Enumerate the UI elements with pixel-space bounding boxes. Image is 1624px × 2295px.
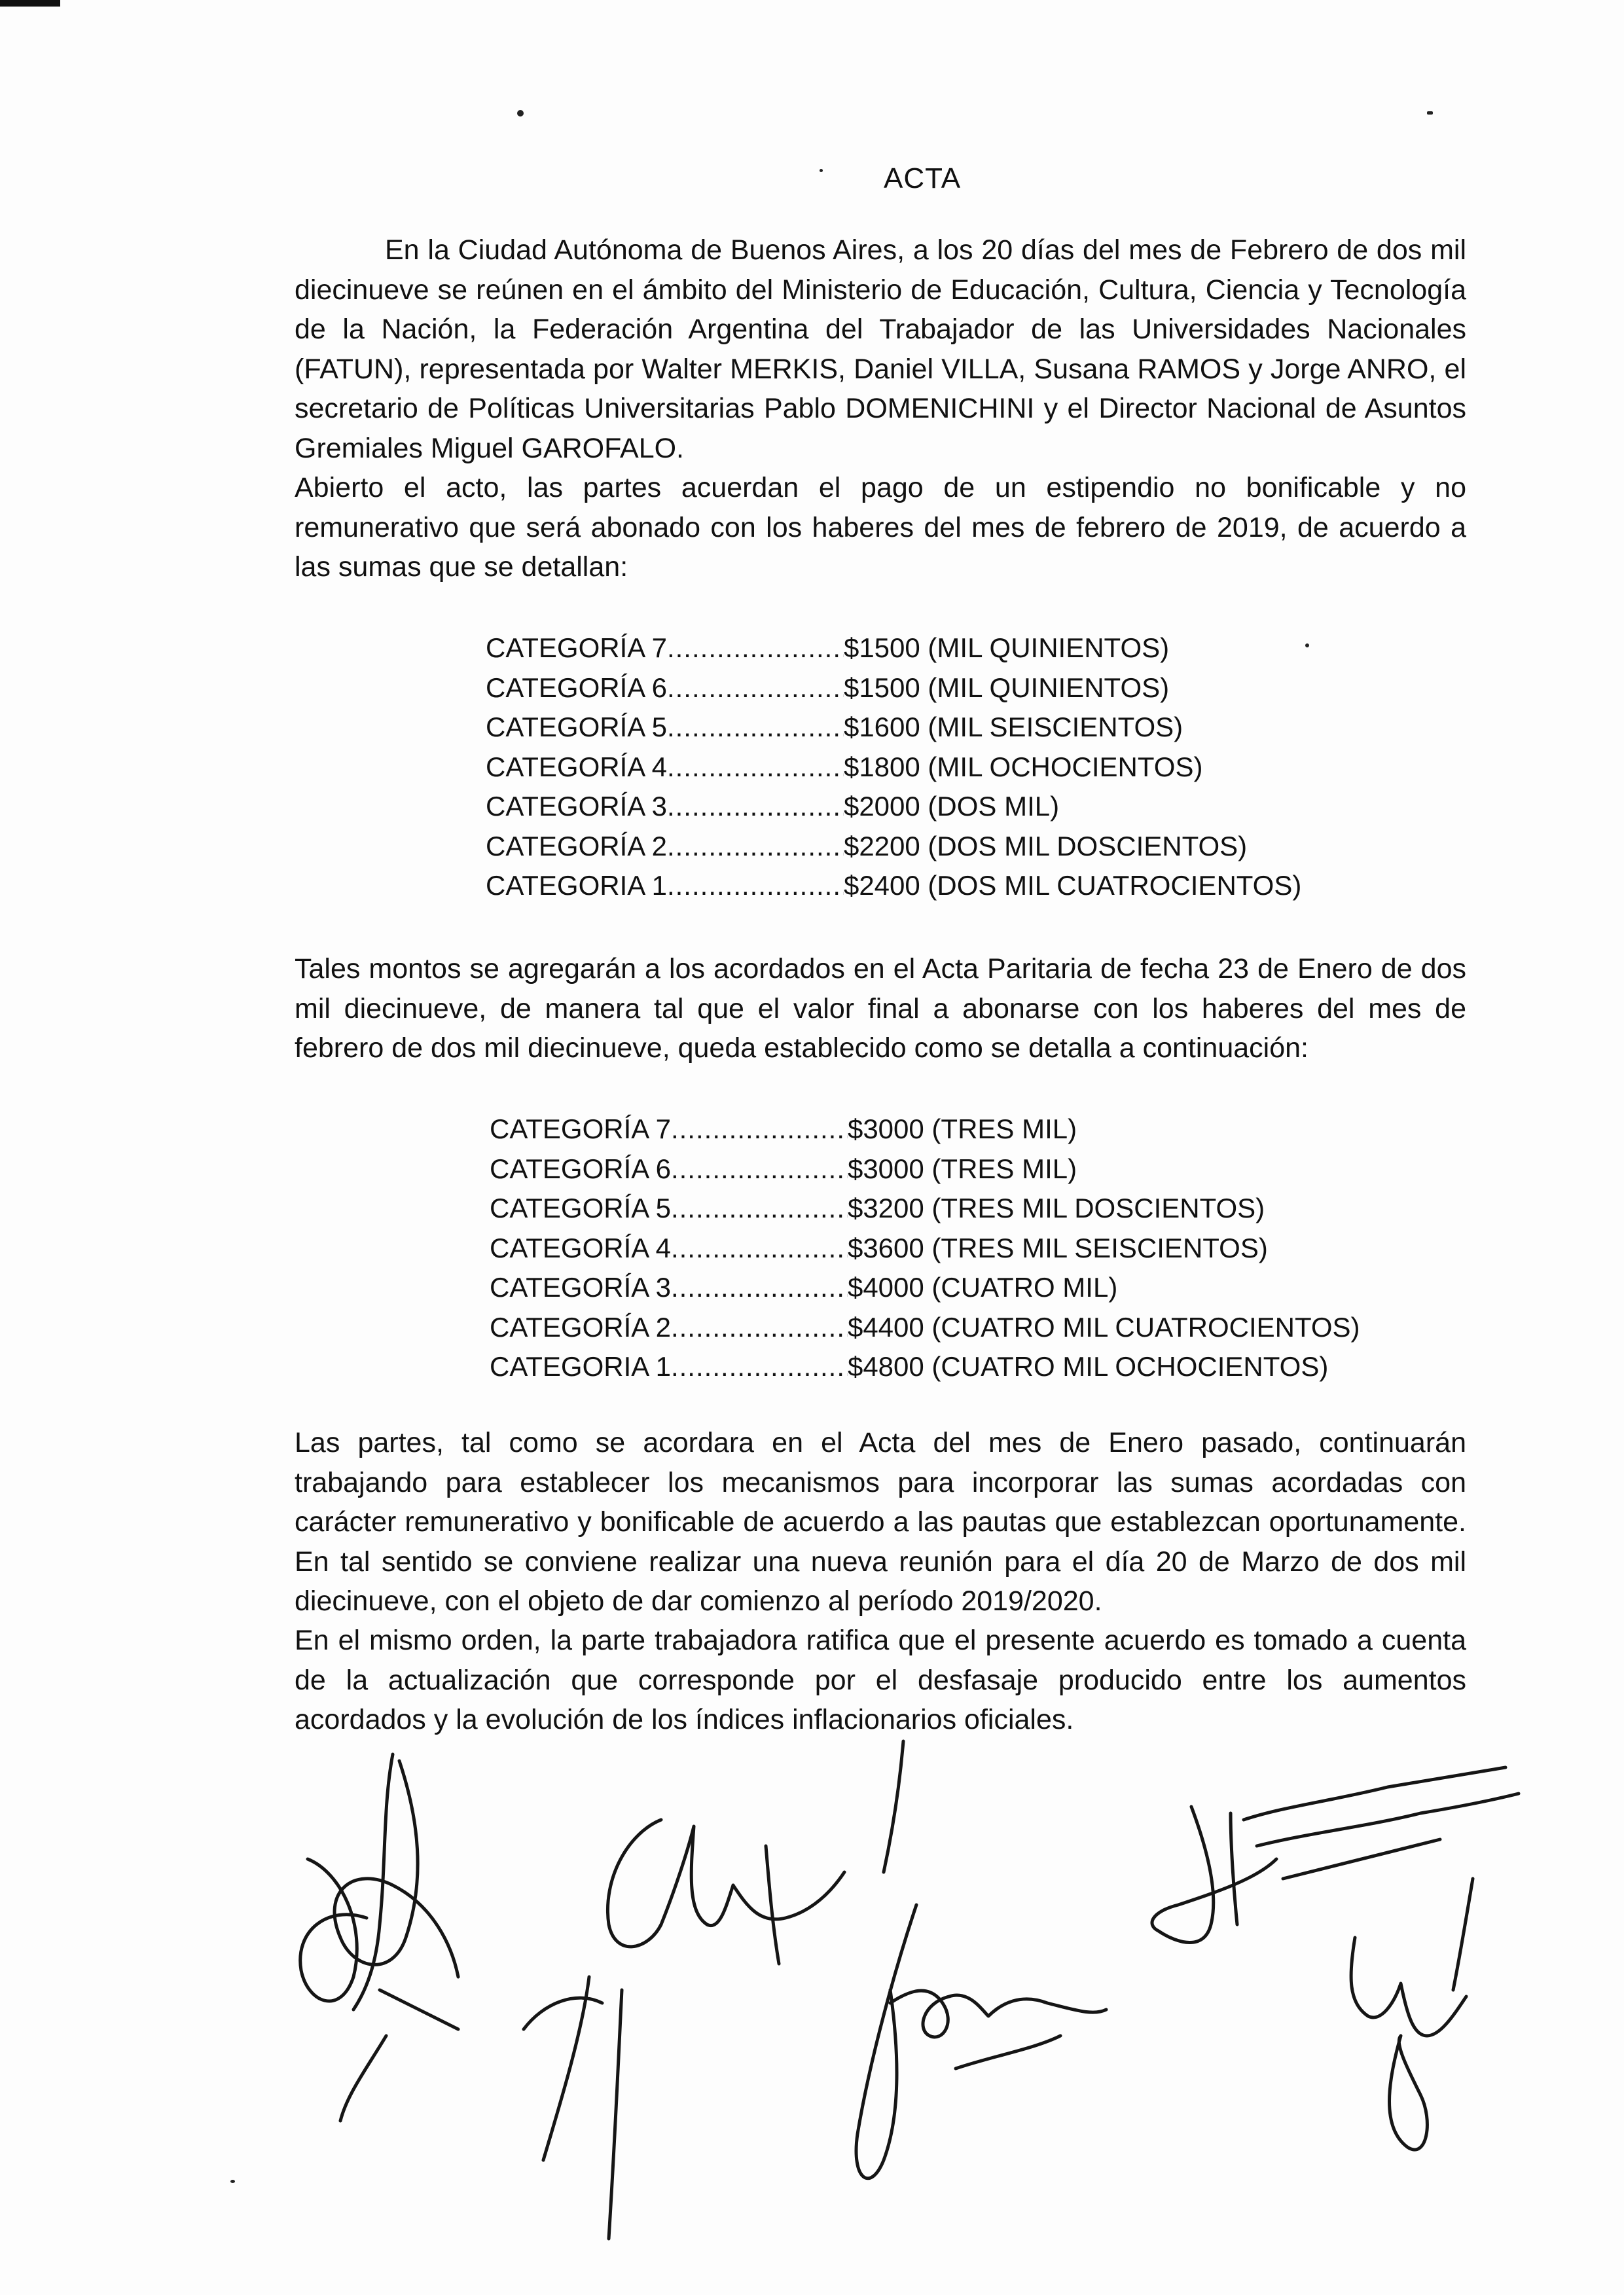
- scan-speck: [1427, 111, 1433, 115]
- dot-leader: [667, 827, 844, 867]
- signature-1: [300, 1754, 458, 2121]
- document-title: ACTA: [884, 162, 962, 194]
- category-amount: $2000 (DOS MIL): [843, 791, 1060, 822]
- table-row: [490, 1229, 1360, 1269]
- category-amount: $3200 (TRES MIL DOSCIENTOS): [847, 1193, 1265, 1223]
- table-row: [490, 1268, 1360, 1308]
- table-row: [490, 1110, 1360, 1149]
- dot-leader: [667, 708, 844, 748]
- category-label: CATEGORÍA 5: [486, 712, 667, 742]
- scan-speck: [1305, 643, 1309, 647]
- scan-speck: [517, 110, 524, 117]
- dot-leader: [671, 1229, 848, 1269]
- category-amount: $1600 (MIL SEISCIENTOS): [843, 712, 1183, 742]
- dot-leader: [671, 1308, 848, 1348]
- dot-leader: [671, 1149, 848, 1189]
- agreement-paragraph: Abierto el acto, las partes acuerdan el pago de un estipendio no bonificable y no remunerativo que será abonado con los haberes del mes de febrero de 2019, de acuerdo a las sumas que se detallan:: [295, 472, 1466, 583]
- signature-3: [856, 1905, 1106, 2178]
- scan-corner-mark: [0, 0, 60, 7]
- category-label: CATEGORÍA 3: [490, 1272, 671, 1303]
- continuation-paragraph: Las partes, tal como se acordara en el Acta del mes de Enero pasado, continuarán trabajando para establecer los mecanismos para incorporar las sumas acordadas con carácter remunerativo y bonificable de acuerdo a las pautas que establezcan oportunamente. En tal sentido se conviene realizar una nueva reunión para el día 20 de Marzo de dos mil diecinueve, con el objeto de dar comienzo al período 2019/2020.: [295, 1427, 1466, 1617]
- dot-leader: [667, 866, 844, 906]
- category-amount: $3000 (TRES MIL): [847, 1113, 1077, 1144]
- table-row: [490, 1149, 1360, 1189]
- dot-leader: [671, 1268, 848, 1308]
- category-label: CATEGORÍA 2: [490, 1311, 671, 1343]
- category-label: CATEGORÍA 5: [490, 1193, 671, 1223]
- category-label: CATEGORÍA 4: [490, 1232, 671, 1263]
- table-row: [490, 1189, 1360, 1229]
- category-label: CATEGORÍA 7: [486, 632, 667, 663]
- opening-paragraph: En la Ciudad Autónoma de Buenos Aires, a los 20 días del mes de Febrero de dos mil diecinueve se reúnen en el ámbito del Ministerio de Educación, Cultura, Ciencia y Tecnología de la Nación, la Federación Argentina del Trabajador de las Universidades Nacionales (FATUN), representada por Walter MERKIS, Daniel VILLA, Susana RAMOS y Jorge ANRO, el secretario de Políticas Universitarias Pablo DOMENICHINI y el Director Nacional de Asuntos Gremiales Miguel GAROFALO.: [295, 234, 1466, 464]
- ratification-paragraph: En el mismo orden, la parte trabajadora ratifica que el presente acuerdo es tomado a cuenta de la actualización que corresponde por el desfasaje producido entre los aumentos acordados y la evolución de los índices inflacionarios oficiales.: [295, 1625, 1466, 1735]
- dot-leader: [667, 748, 844, 787]
- category-amount: $1500 (MIL QUINIENTOS): [843, 672, 1170, 703]
- category-label: CATEGORÍA 6: [490, 1153, 671, 1184]
- signature-4: [1152, 1767, 1519, 2150]
- category-amount: $4000 (CUATRO MIL): [847, 1272, 1118, 1303]
- dot-leader: [667, 668, 844, 708]
- signatures-area: [0, 1728, 1624, 2291]
- dot-leader: [667, 628, 844, 668]
- dot-leader: [671, 1110, 848, 1149]
- category-amount: $3600 (TRES MIL SEISCIENTOS): [847, 1232, 1268, 1263]
- table-row: [486, 748, 1301, 787]
- category-amount: $1800 (MIL OCHOCIENTOS): [843, 751, 1203, 782]
- table-row: [490, 1308, 1360, 1348]
- scan-speck: [820, 169, 823, 172]
- table-row: [486, 668, 1301, 708]
- category-label: CATEGORÍA 3: [486, 791, 667, 822]
- table-row: [486, 787, 1301, 827]
- table-row: [490, 1347, 1360, 1387]
- table-row: [486, 827, 1301, 867]
- table-row: [486, 628, 1301, 668]
- category-label: CATEGORIA 1: [486, 870, 667, 901]
- category-label: CATEGORÍA 7: [490, 1113, 671, 1144]
- dot-leader: [671, 1189, 848, 1229]
- totals-paragraph: Tales montos se agregarán a los acordados en el Acta Paritaria de fecha 23 de Enero de dos mil diecinueve, de manera tal que el valor final a abonarse con los haberes del mes de febrero de dos mil diecinueve, queda establecido como se detalla a continuación:: [295, 953, 1466, 1064]
- signature-2: [524, 1741, 903, 2239]
- dot-leader: [671, 1347, 848, 1387]
- category-amount: $4400 (CUATRO MIL CUATROCIENTOS): [847, 1311, 1360, 1343]
- table-row: [486, 866, 1301, 906]
- category-amount: $2400 (DOS MIL CUATROCIENTOS): [843, 870, 1302, 901]
- category-amount: $1500 (MIL QUINIENTOS): [843, 632, 1170, 663]
- category-label: CATEGORIA 1: [490, 1351, 671, 1382]
- category-label: CATEGORÍA 2: [486, 830, 667, 861]
- category-amount: $2200 (DOS MIL DOSCIENTOS): [843, 830, 1248, 861]
- final-amounts-table: [490, 1110, 1360, 1387]
- category-amount: $3000 (TRES MIL): [847, 1153, 1077, 1184]
- category-amount: $4800 (CUATRO MIL OCHOCIENTOS): [847, 1351, 1329, 1382]
- category-label: CATEGORÍA 4: [486, 751, 667, 782]
- dot-leader: [667, 787, 844, 827]
- table-row: [486, 708, 1301, 748]
- stipend-table: [486, 628, 1301, 906]
- category-label: CATEGORÍA 6: [486, 672, 667, 703]
